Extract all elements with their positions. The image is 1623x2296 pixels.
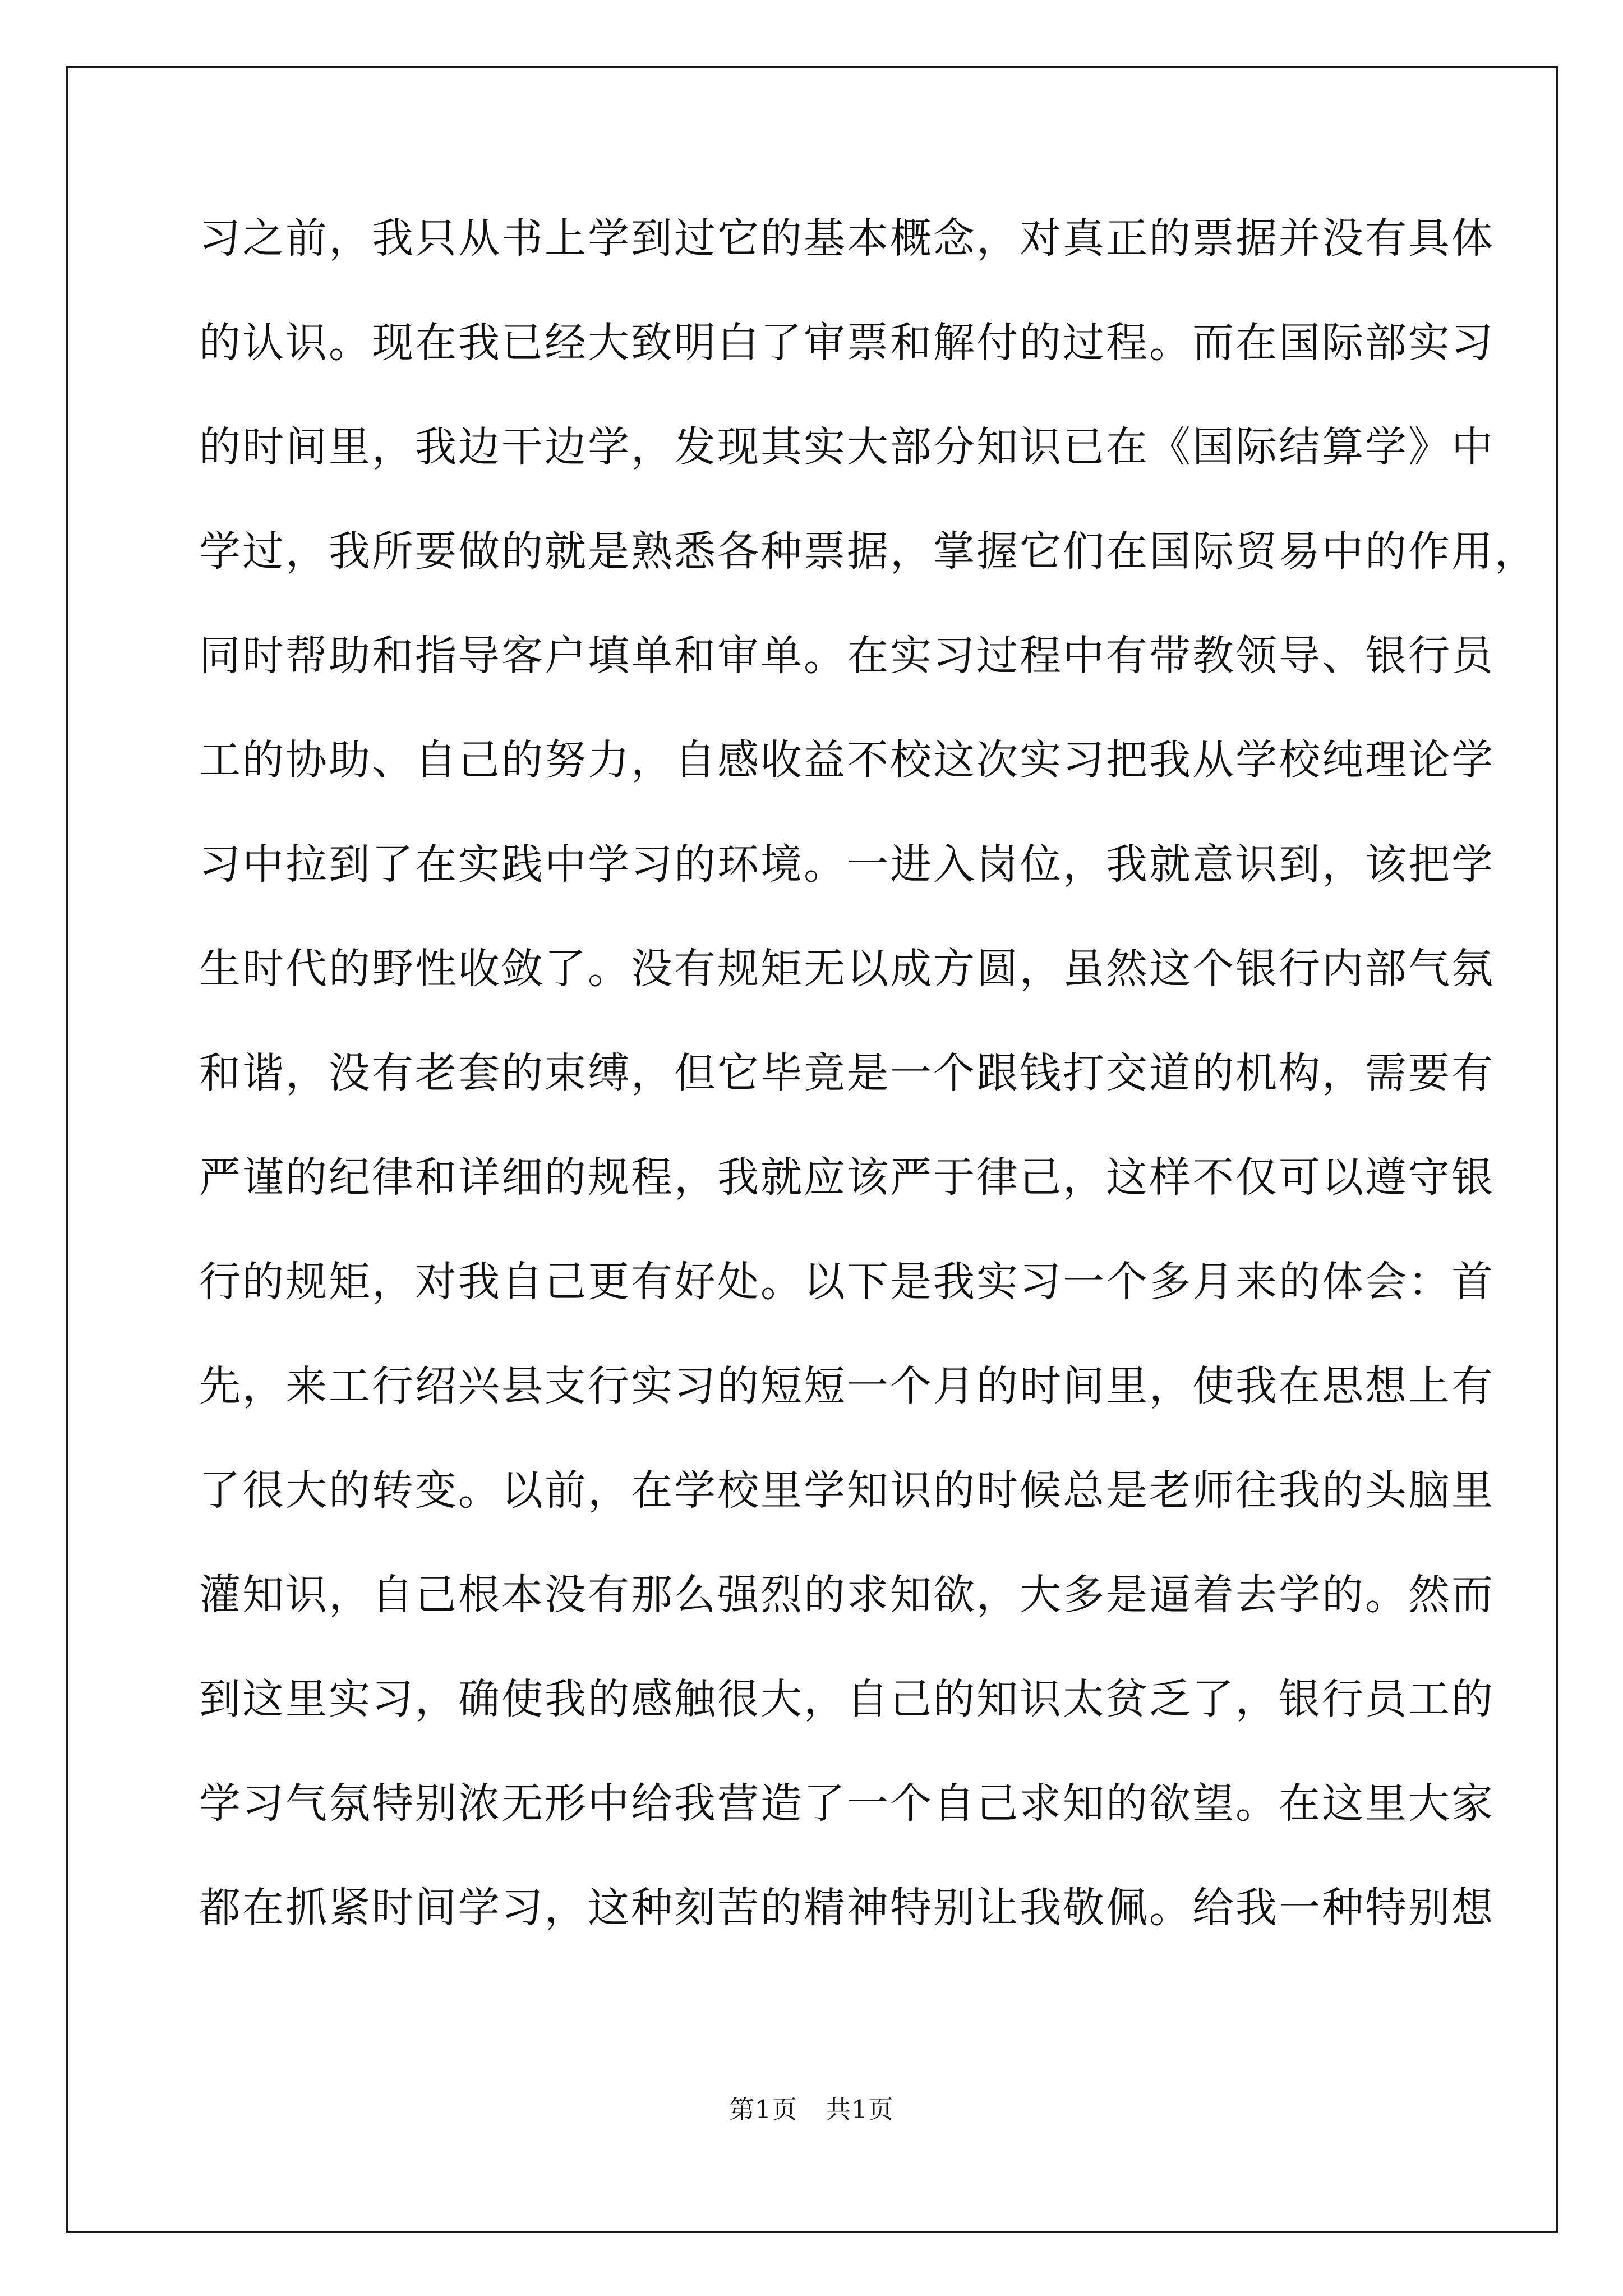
- text-line: 到这里实习，确使我的感触很大，自己的知识太贫乏了，银行员工的: [199, 1675, 1495, 1723]
- text-line: 和谐，没有老套的束缚，但它毕竟是一个跟钱打交道的机构，需要有: [199, 1049, 1495, 1097]
- text-line: 学过，我所要做的就是熟悉各种票据，掌握它们在国际贸易中的作用，: [199, 527, 1538, 576]
- page-total: 共1页: [826, 2095, 894, 2124]
- body-text: [199, 214, 1538, 1991]
- text-line: 的认识。现在我已经大致明白了审票和解付的过程。而在国际部实习: [199, 319, 1495, 367]
- text-line: 严谨的纪律和详细的规程，我就应该严于律己，这样不仅可以遵守银: [199, 1153, 1495, 1202]
- page-footer: [0, 2097, 1623, 2122]
- text-line: 的时间里，我边干边学，发现其实大部分知识已在《国际结算学》中: [199, 423, 1495, 471]
- text-line: 灌知识，自己根本没有那么强烈的求知欲，大多是逼着去学的。然而: [199, 1571, 1495, 1619]
- text-line: 先，来工行绍兴县支行实习的短短一个月的时间里，使我在思想上有: [199, 1362, 1495, 1410]
- page-number: 第1页: [729, 2095, 797, 2124]
- text-line: 学习气氛特别浓无形中给我营造了一个自己求知的欲望。在这里大家: [199, 1779, 1495, 1828]
- text-line: 生时代的野性收敛了。没有规矩无以成方圆，虽然这个银行内部气氛: [199, 945, 1495, 993]
- text-line: 都在抓紧时间学习，这种刻苦的精神特别让我敬佩。给我一种特别想: [199, 1884, 1495, 1932]
- text-line: 同时帮助和指导客户填单和审单。在实习过程中有带教领导、银行员: [199, 632, 1495, 680]
- text-line: 了很大的转变。以前，在学校里学知识的时候总是老师往我的头脑里: [199, 1466, 1495, 1515]
- text-line: 习中拉到了在实践中学习的环境。一进入岗位，我就意识到，该把学: [199, 840, 1495, 889]
- text-line: 工的协助、自己的努力，自感收益不校这次实习把我从学校纯理论学: [199, 736, 1495, 784]
- text-line: 行的规矩，对我自己更有好处。以下是我实习一个多月来的体会：首: [199, 1258, 1495, 1306]
- text-line: 习之前，我只从书上学到过它的基本概念，对真正的票据并没有具体: [199, 214, 1495, 263]
